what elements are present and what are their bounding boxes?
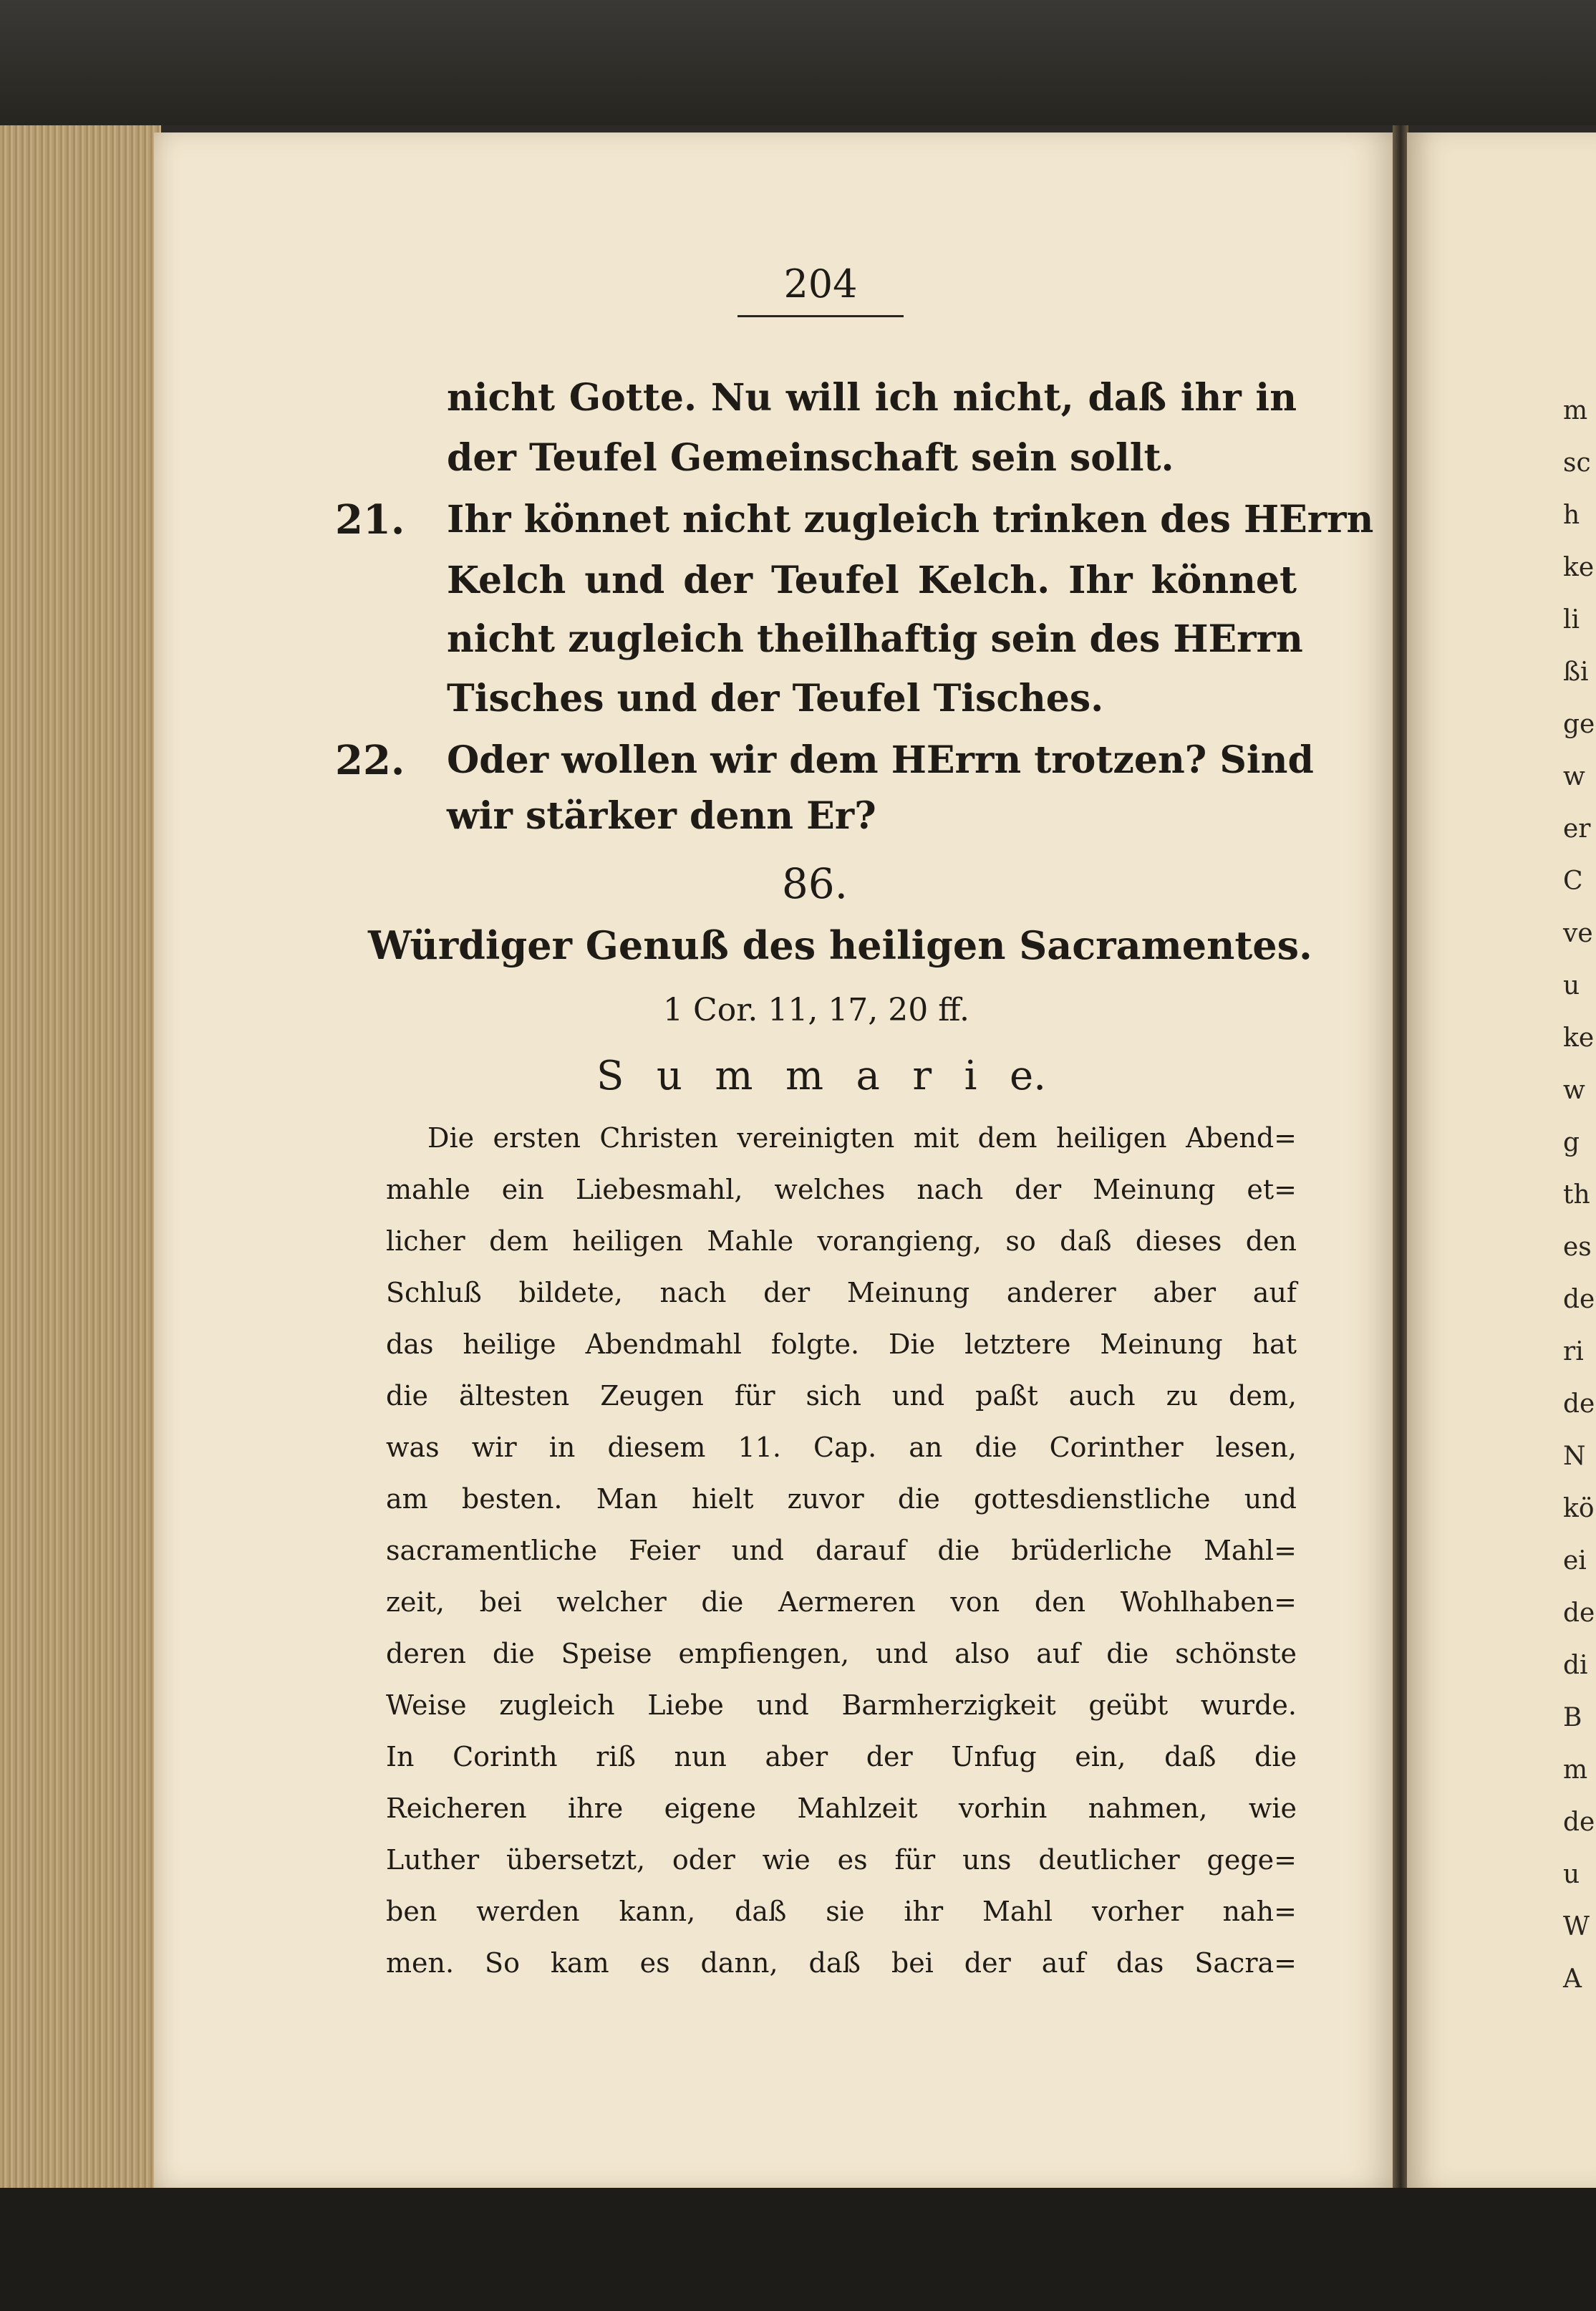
verse-line: nicht Gotte. Nu will ich nicht, daß ihr in: [447, 376, 1297, 420]
verse-line: wir stärker denn Er?: [447, 794, 876, 838]
body-line: men. So kam es dann, daß bei der auf das Sacra=: [386, 1947, 1297, 1979]
verse-line: Tisches und der Teufel Tisches.: [447, 677, 1104, 720]
body-line: licher dem heiligen Mahle vorangieng, so daß dieses den: [386, 1225, 1297, 1257]
body-line: mahle ein Liebesmahl, welches nach der Meinung et=: [386, 1174, 1297, 1205]
right-page-line-fragment: de: [1563, 1285, 1595, 1314]
right-page-line-fragment: m: [1563, 396, 1588, 425]
right-page-line-fragment: es: [1563, 1232, 1592, 1262]
book-page-edges: [0, 125, 161, 2188]
body-line: Reicheren ihre eigene Mahlzeit vorhin nahmen, wie: [386, 1793, 1297, 1824]
right-page-line-fragment: ei: [1563, 1546, 1587, 1576]
right-page-line-fragment: h: [1563, 501, 1580, 530]
verse-line: nicht zugleich theilhaftig sein des HErrn: [447, 617, 1303, 661]
body-line: Schluß bildete, nach der Meinung anderer aber auf: [386, 1277, 1297, 1308]
right-page-line-fragment: ri: [1563, 1337, 1584, 1366]
scripture-reference: 1 Cor. 11, 17, 20 ff.: [663, 992, 969, 1028]
right-page-line-fragment: ve: [1563, 919, 1593, 948]
section-number: 86.: [781, 859, 848, 908]
verse-number: 22.: [335, 737, 405, 784]
right-page-line-fragment: th: [1563, 1180, 1590, 1210]
right-page-line-fragment: ke: [1563, 553, 1595, 582]
right-page-line-fragment: g: [1563, 1128, 1580, 1157]
body-line: was wir in diesem 11. Cap. an die Corinther lesen,: [386, 1432, 1297, 1463]
right-page-line-fragment: er: [1563, 814, 1591, 844]
right-page-line-fragment: w: [1563, 762, 1585, 791]
right-page-line-fragment: W: [1563, 1912, 1590, 1941]
right-page-line-fragment: B: [1563, 1703, 1582, 1732]
right-page-line-fragment: ßi: [1563, 657, 1589, 687]
right-page-line-fragment: de: [1563, 1808, 1595, 1837]
body-line: zeit, bei welcher die Aermeren von den Wohlhaben=: [386, 1586, 1297, 1618]
right-page-line-fragment: sc: [1563, 448, 1591, 478]
right-page-line-fragment: ke: [1563, 1023, 1595, 1053]
right-page-line-fragment: C: [1563, 867, 1583, 896]
right-page-line-fragment: li: [1563, 605, 1580, 635]
book-gutter: [1393, 125, 1408, 2188]
right-page-line-fragment: di: [1563, 1651, 1588, 1680]
page-number-rule: [737, 315, 904, 317]
body-line: ben werden kann, daß sie ihr Mahl vorher nah=: [386, 1896, 1297, 1927]
right-page-line-fragment: A: [1563, 1964, 1582, 1994]
section-title: Würdiger Genuß des heiligen Sacramentes.: [368, 922, 1312, 968]
right-page-line-fragment: w: [1563, 1076, 1585, 1105]
page-number: 204: [783, 261, 858, 307]
right-page-line-fragment: ge: [1563, 710, 1595, 739]
right-page-line-fragment: m: [1563, 1755, 1588, 1785]
body-line: das heilige Abendmahl folgte. Die letztere Meinung hat: [386, 1328, 1297, 1360]
body-line: In Corinth riß nun aber der Unfug ein, daß die: [386, 1741, 1297, 1772]
right-page-line-fragment: u: [1563, 971, 1580, 1000]
body-line: Weise zugleich Liebe und Barmherzigkeit geübt wurde.: [386, 1689, 1297, 1721]
verse-line: Oder wollen wir dem HErrn trotzen? Sind: [447, 738, 1314, 782]
scanner-background-top: [0, 0, 1596, 125]
body-line: Luther übersetzt, oder wie es für uns deutlicher gege=: [386, 1844, 1297, 1876]
verse-line: der Teufel Gemeinschaft sein sollt.: [447, 436, 1174, 480]
verse-number: 21.: [335, 496, 405, 544]
verse-line: Ihr könnet nicht zugleich trinken des HErrn: [447, 498, 1374, 541]
body-line: sacramentliche Feier und darauf die brüderliche Mahl=: [386, 1535, 1297, 1566]
body-line: Die ersten Christen vereinigten mit dem heiligen Abend=: [427, 1122, 1297, 1154]
body-line: die ältesten Zeugen für sich und paßt auch zu dem,: [386, 1380, 1297, 1412]
scanner-background-bottom: [0, 2184, 1596, 2311]
verse-line: Kelch und der Teufel Kelch. Ihr könnet: [447, 559, 1297, 602]
right-page-line-fragment: kö: [1563, 1494, 1595, 1523]
right-page-line-fragment: de: [1563, 1389, 1595, 1419]
right-page-line-fragment: de: [1563, 1598, 1595, 1628]
right-page-line-fragment: u: [1563, 1860, 1580, 1889]
body-line: am besten. Man hielt zuvor die gottesdienstliche und: [386, 1483, 1297, 1515]
summary-heading: S u m m a r i e.: [596, 1053, 1046, 1099]
body-line: deren die Speise empfiengen, und also auf die schönste: [386, 1638, 1297, 1669]
right-page-line-fragment: N: [1563, 1442, 1586, 1471]
